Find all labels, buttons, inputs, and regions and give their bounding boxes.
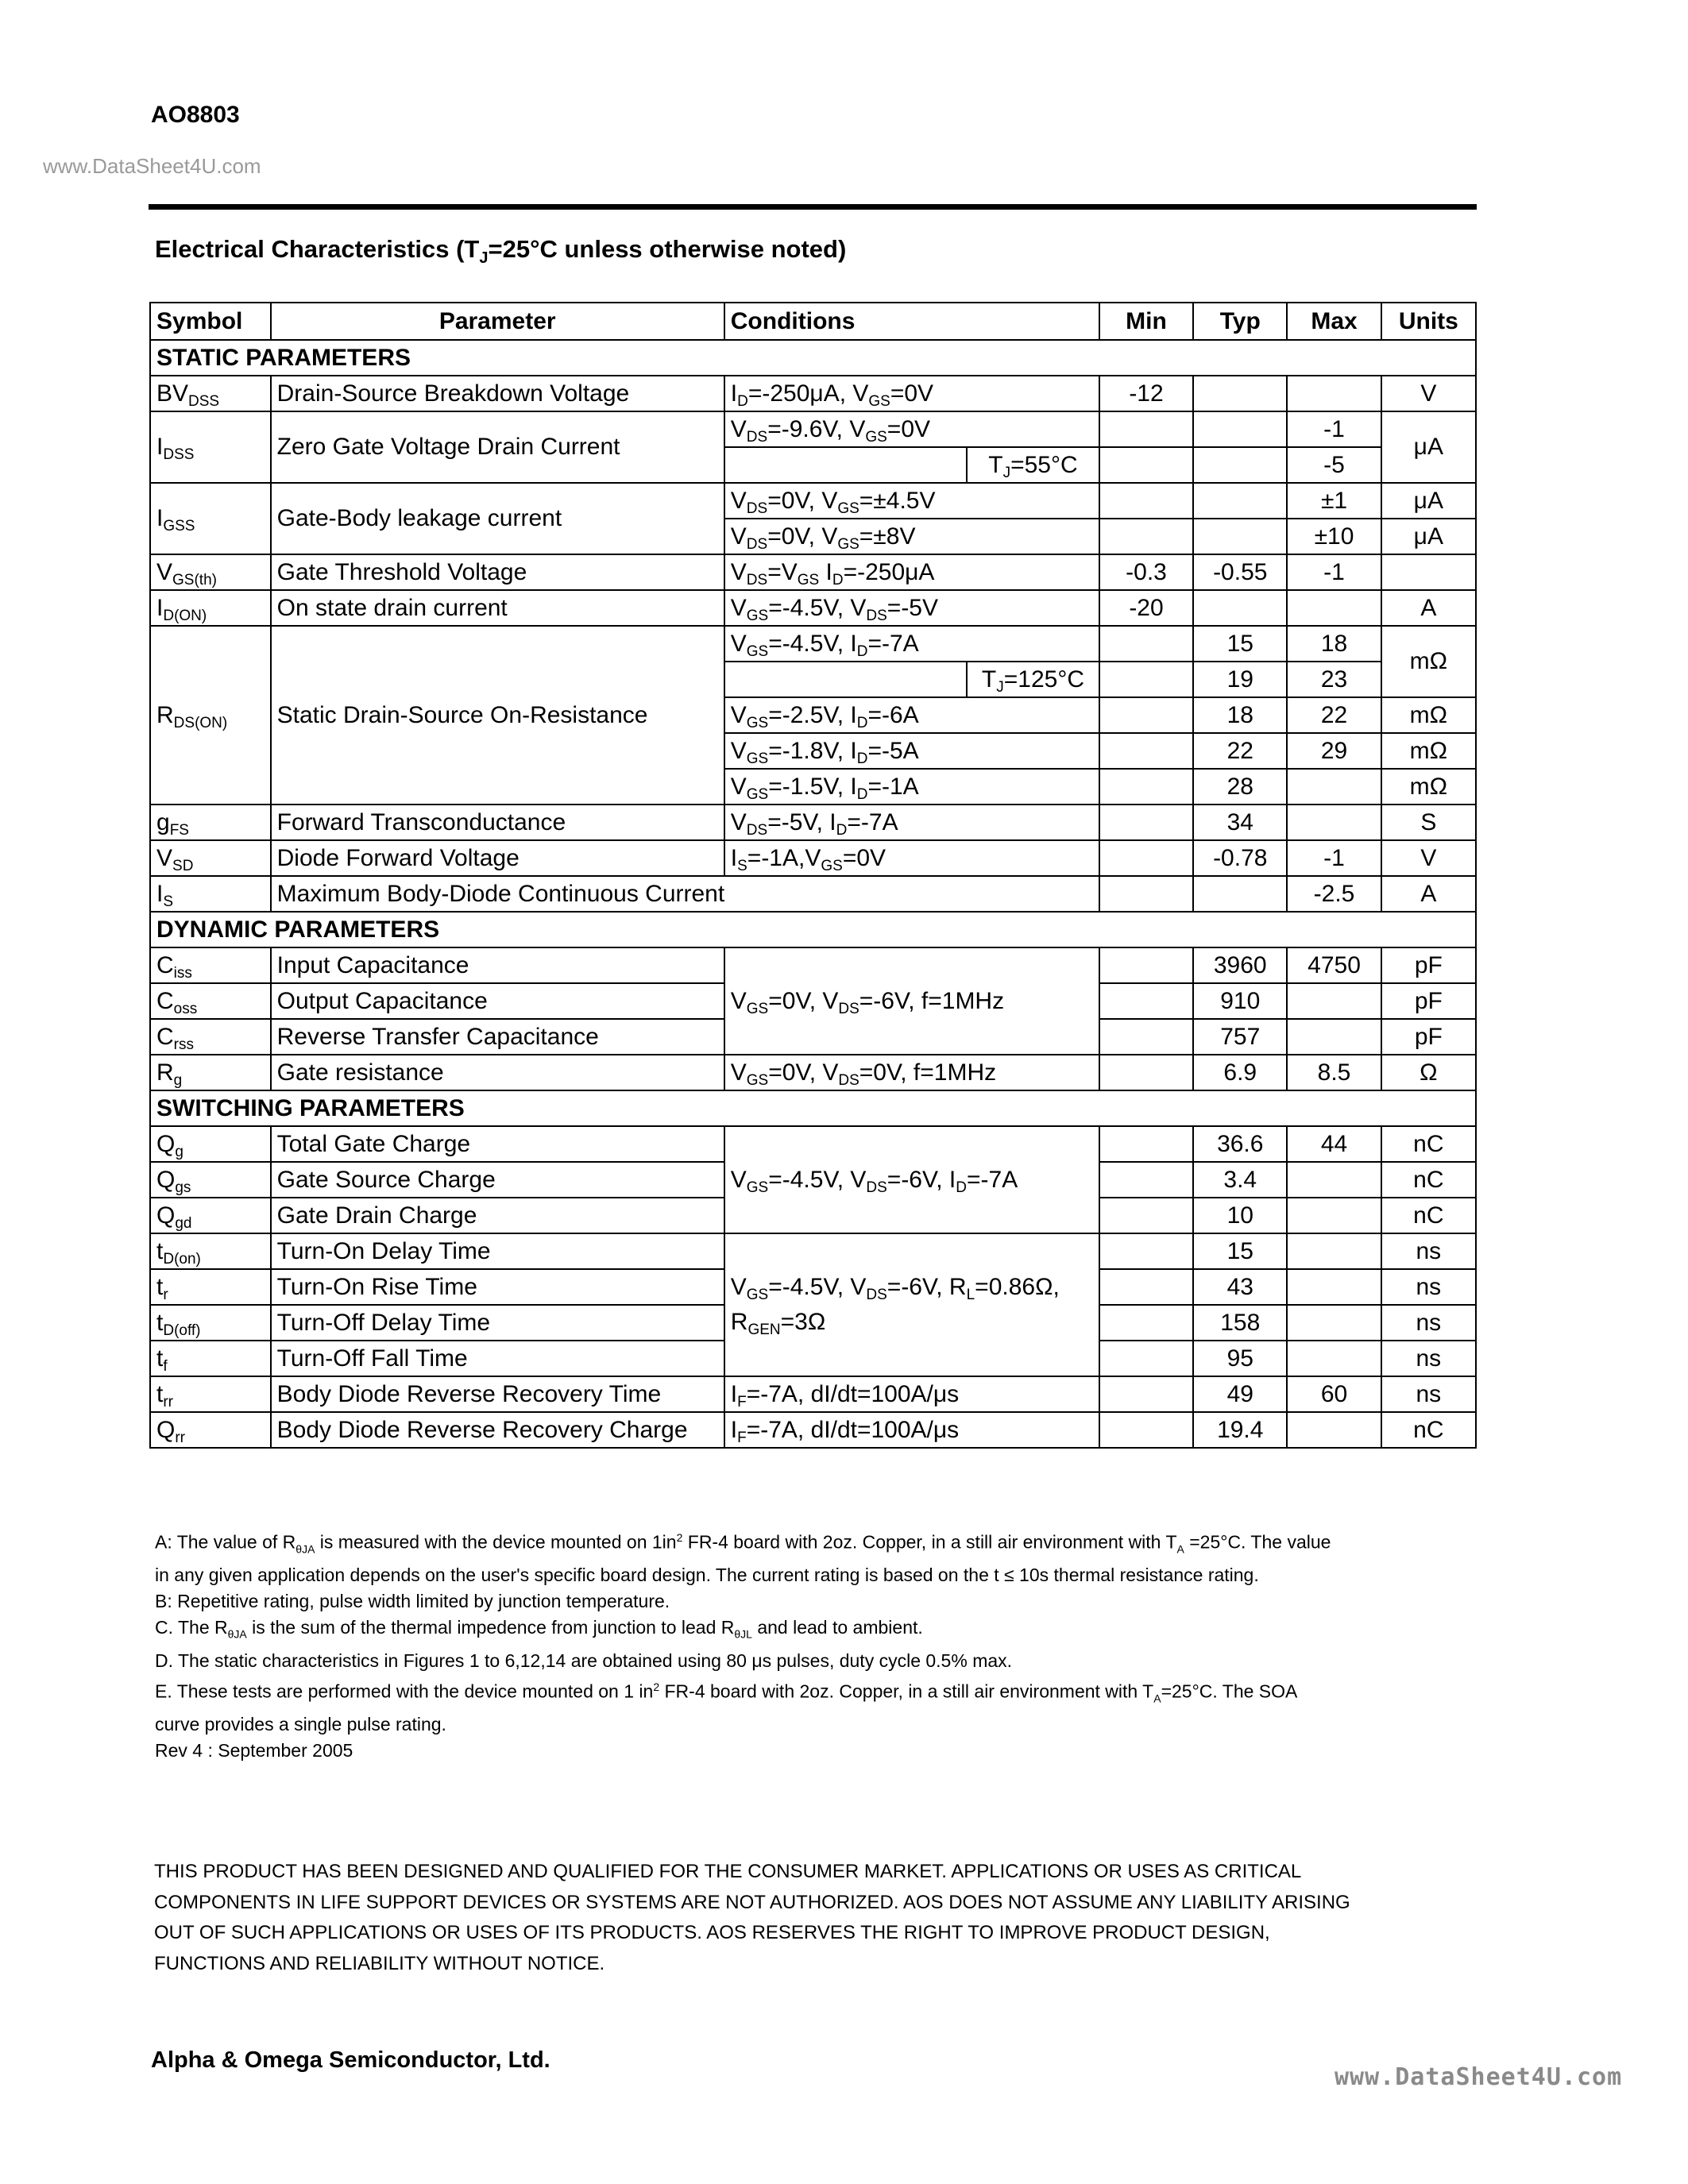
unit-cell: A xyxy=(1381,876,1476,912)
section-title: Electrical Characteristics ($T_J=25^\circ C$ unless otherwise noted) xyxy=(155,235,847,268)
typ-cell: 6.9 xyxy=(1193,1055,1287,1090)
min-cell xyxy=(1099,1376,1193,1412)
typ-cell xyxy=(1193,590,1287,626)
max-cell: -5 xyxy=(1287,447,1381,483)
unit-cell: nC xyxy=(1381,1162,1476,1198)
unit-cell: ns xyxy=(1381,1341,1476,1376)
parameter-cell: Turn-Off Delay Time xyxy=(271,1305,724,1341)
condition-cell: $V_{GS}=-4.5V$, $V_{DS}=-6V$, $I_D=-7A$ xyxy=(724,1126,1099,1233)
unit-cell: mΩ xyxy=(1381,697,1476,733)
max-cell: 23 xyxy=(1287,662,1381,697)
min-cell xyxy=(1099,1198,1193,1233)
unit-cell: mΩ xyxy=(1381,733,1476,769)
unit-cell: nC xyxy=(1381,1412,1476,1448)
max-cell: ±10 xyxy=(1287,519,1381,554)
symbol-cell: $Q_{gd}$ xyxy=(150,1198,271,1233)
unit-cell: ns xyxy=(1381,1376,1476,1412)
symbol-cell: $I_{DSS}$ xyxy=(150,411,271,483)
min-cell xyxy=(1099,1305,1193,1341)
min-cell: -20 xyxy=(1099,590,1193,626)
max-cell: ±1 xyxy=(1287,483,1381,519)
column-header: Conditions xyxy=(724,303,1099,340)
condition-cell xyxy=(724,662,967,697)
unit-cell: ns xyxy=(1381,1305,1476,1341)
note-c: C. The $R_{\theta JA}$ is the sum of the thermal impedence from junction to lead $R_{\theta JL}$ and lead to ambient. xyxy=(155,1617,923,1641)
min-cell xyxy=(1099,983,1193,1019)
revision: Rev 4 : September 2005 xyxy=(155,1740,353,1761)
unit-cell: pF xyxy=(1381,947,1476,983)
condition-cell: $V_{GS}=0V$, $V_{DS}=0V$, f=1MHz xyxy=(724,1055,1099,1090)
condition-cell: $I_S=-1A,V_{GS}=0V$ xyxy=(724,840,1099,876)
parameter-cell: Zero Gate Voltage Drain Current xyxy=(271,411,724,483)
max-cell: -1 xyxy=(1287,411,1381,447)
max-cell: 60 xyxy=(1287,1376,1381,1412)
max-cell xyxy=(1287,1412,1381,1448)
min-cell xyxy=(1099,1019,1193,1055)
table-row xyxy=(150,554,1476,590)
max-cell: -1 xyxy=(1287,840,1381,876)
column-header: Min xyxy=(1099,303,1193,340)
max-cell xyxy=(1287,1233,1381,1269)
min-cell xyxy=(1099,805,1193,840)
unit-cell: nC xyxy=(1381,1198,1476,1233)
typ-cell: 910 xyxy=(1193,983,1287,1019)
group-row xyxy=(150,1090,1476,1126)
min-cell xyxy=(1099,1269,1193,1305)
note-d: D. The static characteristics in Figures 1 to 6,12,14 are obtained using 80 μs pulses, duty cycle 0.5% max. xyxy=(155,1650,1013,1671)
unit-cell: mΩ xyxy=(1381,769,1476,805)
table-row xyxy=(150,376,1476,411)
symbol-cell: $t_r$ xyxy=(150,1269,271,1305)
max-cell xyxy=(1287,983,1381,1019)
symbol-cell: $R_g$ xyxy=(150,1055,271,1090)
parameter-cell: Gate resistance xyxy=(271,1055,724,1090)
column-header: Symbol xyxy=(150,303,271,340)
group-title: STATIC PARAMETERS xyxy=(150,340,1476,376)
unit-cell: μA xyxy=(1381,411,1476,483)
min-cell xyxy=(1099,697,1193,733)
parameter-cell: Output Capacitance xyxy=(271,983,724,1019)
symbol-cell: $BV_{DSS}$ xyxy=(150,376,271,411)
typ-cell: 757 xyxy=(1193,1019,1287,1055)
unit-cell: pF xyxy=(1381,983,1476,1019)
max-cell xyxy=(1287,1198,1381,1233)
min-cell xyxy=(1099,1162,1193,1198)
max-cell: 18 xyxy=(1287,626,1381,662)
typ-cell: 95 xyxy=(1193,1341,1287,1376)
group-row xyxy=(150,340,1476,376)
unit-cell: S xyxy=(1381,805,1476,840)
max-cell xyxy=(1287,805,1381,840)
condition-cell: $V_{GS}=-1.5V$, $I_D=-1A$ xyxy=(724,769,1099,805)
max-cell: 4750 xyxy=(1287,947,1381,983)
symbol-cell: $C_{rss}$ xyxy=(150,1019,271,1055)
note-e-line2: curve provides a single pulse rating. xyxy=(155,1714,446,1735)
table-header-row xyxy=(150,303,1476,340)
max-cell: -1 xyxy=(1287,554,1381,590)
unit-cell xyxy=(1381,554,1476,590)
footnotes xyxy=(155,1525,1505,1764)
table-row xyxy=(150,805,1476,840)
typ-cell: 49 xyxy=(1193,1376,1287,1412)
group-title: DYNAMIC PARAMETERS xyxy=(150,912,1476,947)
footer-watermark-link[interactable]: www.DataSheet4U.com xyxy=(1335,2063,1623,2091)
table-row xyxy=(150,876,1476,912)
electrical-characteristics-table xyxy=(149,302,1477,1449)
max-cell xyxy=(1287,376,1381,411)
max-cell: 22 xyxy=(1287,697,1381,733)
disclaimer xyxy=(154,1857,1505,1979)
table-row xyxy=(150,947,1476,983)
parameter-cell: Gate Threshold Voltage xyxy=(271,554,724,590)
min-cell: -12 xyxy=(1099,376,1193,411)
unit-cell: nC xyxy=(1381,1126,1476,1162)
parameter-cell: Static Drain-Source On-Resistance xyxy=(271,626,724,805)
parameter-cell: Turn-Off Fall Time xyxy=(271,1341,724,1376)
typ-cell: 3960 xyxy=(1193,947,1287,983)
typ-cell xyxy=(1193,519,1287,554)
symbol-cell: $g_{FS}$ xyxy=(150,805,271,840)
column-header: Units xyxy=(1381,303,1476,340)
note-e: E. These tests are performed with the device mounted on 1 $in^2$ FR-4 board with 2oz. Copper, in a still air environment with $T_A=25^\circ C$. The SOA xyxy=(155,1680,1298,1705)
max-cell xyxy=(1287,590,1381,626)
unit-cell: ns xyxy=(1381,1233,1476,1269)
column-header: Typ xyxy=(1193,303,1287,340)
min-cell xyxy=(1099,1055,1193,1090)
typ-cell xyxy=(1193,376,1287,411)
typ-cell: -0.78 xyxy=(1193,840,1287,876)
max-cell xyxy=(1287,769,1381,805)
condition-cell: $I_D=-250\mu A$, $V_{GS}=0V$ xyxy=(724,376,1099,411)
unit-cell: V xyxy=(1381,376,1476,411)
typ-cell xyxy=(1193,411,1287,447)
condition-temp-cell: $T_J=125^\circ C$ xyxy=(967,662,1099,697)
parameter-cell: Input Capacitance xyxy=(271,947,724,983)
symbol-cell: $Q_g$ xyxy=(150,1126,271,1162)
condition-cell: $V_{DS}=-9.6V$, $V_{GS}=0V$ xyxy=(724,411,1099,447)
table-row xyxy=(150,411,1476,447)
min-cell xyxy=(1099,662,1193,697)
min-cell xyxy=(1099,1412,1193,1448)
condition-cell xyxy=(724,447,967,483)
typ-cell: 19.4 xyxy=(1193,1412,1287,1448)
parameter-cell: Maximum Body-Diode Continuous Current xyxy=(271,876,1099,912)
symbol-cell: $t_f$ xyxy=(150,1341,271,1376)
symbol-cell: $I_{D(ON)}$ xyxy=(150,590,271,626)
watermark-link[interactable]: www.DataSheet4U.com xyxy=(43,154,261,178)
parameter-cell: On state drain current xyxy=(271,590,724,626)
min-cell: -0.3 xyxy=(1099,554,1193,590)
table-row xyxy=(150,1055,1476,1090)
part-number: AO8803 xyxy=(151,102,240,128)
max-cell xyxy=(1287,1269,1381,1305)
parameter-cell: Turn-On Rise Time xyxy=(271,1269,724,1305)
unit-cell: pF xyxy=(1381,1019,1476,1055)
min-cell xyxy=(1099,626,1193,662)
min-cell xyxy=(1099,483,1193,519)
column-header: Parameter xyxy=(271,303,724,340)
parameter-cell: Body Diode Reverse Recovery Time xyxy=(271,1376,724,1412)
table-row xyxy=(150,483,1476,519)
symbol-cell: $V_{GS(th)}$ xyxy=(150,554,271,590)
typ-cell: 18 xyxy=(1193,697,1287,733)
min-cell xyxy=(1099,411,1193,447)
condition-cell: $V_{GS}=-2.5V$, $I_D=-6A$ xyxy=(724,697,1099,733)
symbol-cell: $t_{D(off)}$ xyxy=(150,1305,271,1341)
parameter-cell: Gate Drain Charge xyxy=(271,1198,724,1233)
disclaimer-line: THIS PRODUCT HAS BEEN DESIGNED AND QUALIFIED FOR THE CONSUMER MARKET. APPLICATIONS OR USES AS CRITICAL xyxy=(154,1861,1302,1882)
typ-cell: 34 xyxy=(1193,805,1287,840)
condition-cell: $V_{GS}=0V$, $V_{DS}=-6V$, f=1MHz xyxy=(724,947,1099,1055)
symbol-cell: $t_{rr}$ xyxy=(150,1376,271,1412)
group-title: SWITCHING PARAMETERS xyxy=(150,1090,1476,1126)
parameter-cell: Drain-Source Breakdown Voltage xyxy=(271,376,724,411)
unit-cell: A xyxy=(1381,590,1476,626)
note-b: B: Repetitive rating, pulse width limited by junction temperature. xyxy=(155,1591,670,1612)
max-cell: 8.5 xyxy=(1287,1055,1381,1090)
condition-cell: $V_{DS}=0V$, $V_{GS}=\pm 4.5V$ xyxy=(724,483,1099,519)
typ-cell xyxy=(1193,483,1287,519)
unit-cell: V xyxy=(1381,840,1476,876)
typ-cell xyxy=(1193,447,1287,483)
typ-cell: 158 xyxy=(1193,1305,1287,1341)
min-cell xyxy=(1099,447,1193,483)
header-rule xyxy=(149,204,1477,210)
unit-cell: Ω xyxy=(1381,1055,1476,1090)
symbol-cell: $t_{D(on)}$ xyxy=(150,1233,271,1269)
typ-cell: 10 xyxy=(1193,1198,1287,1233)
note-a-line2: in any given application depends on the user's specific board design. The current rating is based on the t ≤ 10s thermal resistance rating. xyxy=(155,1565,1259,1586)
min-cell xyxy=(1099,519,1193,554)
condition-cell: $V_{DS}=-5V$, $I_D=-7A$ xyxy=(724,805,1099,840)
max-cell xyxy=(1287,1019,1381,1055)
typ-cell: 43 xyxy=(1193,1269,1287,1305)
min-cell xyxy=(1099,1233,1193,1269)
table-row xyxy=(150,1412,1476,1448)
symbol-cell: $Q_{rr}$ xyxy=(150,1412,271,1448)
symbol-cell: $C_{iss}$ xyxy=(150,947,271,983)
condition-temp-cell: $T_J=55^\circ C$ xyxy=(967,447,1099,483)
symbol-cell: $I_{GSS}$ xyxy=(150,483,271,554)
disclaimer-line: COMPONENTS IN LIFE SUPPORT DEVICES OR SYSTEMS ARE NOT AUTHORIZED. AOS DOES NOT ASSUME ANY LIABILITY ARISING xyxy=(154,1891,1350,1913)
parameter-cell: Diode Forward Voltage xyxy=(271,840,724,876)
condition-cell: $V_{GS}=-4.5V$, $I_D=-7A$ xyxy=(724,626,1099,662)
min-cell xyxy=(1099,840,1193,876)
symbol-cell: $R_{DS(ON)}$ xyxy=(150,626,271,805)
disclaimer-line: OUT OF SUCH APPLICATIONS OR USES OF ITS PRODUCTS. AOS RESERVES THE RIGHT TO IMPROVE PRODUCT DESIGN, xyxy=(154,1922,1270,1943)
parameter-cell: Turn-On Delay Time xyxy=(271,1233,724,1269)
typ-cell: -0.55 xyxy=(1193,554,1287,590)
symbol-cell: $Q_{gs}$ xyxy=(150,1162,271,1198)
condition-cell: $V_{DS}=V_{GS}$ $I_D=-250\mu A$ xyxy=(724,554,1099,590)
condition-cell: $V_{GS}=-4.5V$, $V_{DS}=-6V$, $R_L=0.86\Omega$, $R_{GEN}=3\Omega$ xyxy=(724,1233,1099,1376)
note-a: A: The value of $R_{\theta JA}$ is measured with the device mounted on $1in^2$ FR-4 board with 2oz. Copper, in a still air environment with $T_A =25^\circ C$. The value xyxy=(155,1531,1331,1556)
table-row xyxy=(150,590,1476,626)
condition-cell: $I_F=-7A$, dI/dt=100A/μs xyxy=(724,1376,1099,1412)
unit-cell: μA xyxy=(1381,483,1476,519)
min-cell xyxy=(1099,876,1193,912)
disclaimer-line: FUNCTIONS AND RELIABILITY WITHOUT NOTICE. xyxy=(154,1952,605,1974)
condition-cell: $I_F=-7A$, dI/dt=100A/μs xyxy=(724,1412,1099,1448)
typ-cell: 15 xyxy=(1193,1233,1287,1269)
typ-cell: 22 xyxy=(1193,733,1287,769)
typ-cell: 28 xyxy=(1193,769,1287,805)
company-name: Alpha & Omega Semiconductor, Ltd. xyxy=(151,2047,550,2073)
max-cell: 44 xyxy=(1287,1126,1381,1162)
typ-cell: 19 xyxy=(1193,662,1287,697)
table-row xyxy=(150,1126,1476,1162)
parameter-cell: Gate Source Charge xyxy=(271,1162,724,1198)
min-cell xyxy=(1099,1126,1193,1162)
table-row xyxy=(150,1233,1476,1269)
min-cell xyxy=(1099,733,1193,769)
parameter-cell: Reverse Transfer Capacitance xyxy=(271,1019,724,1055)
unit-cell: ns xyxy=(1381,1269,1476,1305)
typ-cell xyxy=(1193,876,1287,912)
table-row xyxy=(150,840,1476,876)
unit-cell: μA xyxy=(1381,519,1476,554)
table-row xyxy=(150,1376,1476,1412)
parameter-cell: Total Gate Charge xyxy=(271,1126,724,1162)
condition-cell: $V_{GS}=-4.5V$, $V_{DS}=-5V$ xyxy=(724,590,1099,626)
table-row xyxy=(150,626,1476,662)
condition-cell: $V_{DS}=0V$, $V_{GS}=\pm 8V$ xyxy=(724,519,1099,554)
min-cell xyxy=(1099,769,1193,805)
max-cell: -2.5 xyxy=(1287,876,1381,912)
parameter-cell: Body Diode Reverse Recovery Charge xyxy=(271,1412,724,1448)
column-header: Max xyxy=(1287,303,1381,340)
parameter-cell: Forward Transconductance xyxy=(271,805,724,840)
max-cell xyxy=(1287,1305,1381,1341)
symbol-cell: $V_{SD}$ xyxy=(150,840,271,876)
symbol-cell: $I_S$ xyxy=(150,876,271,912)
group-row xyxy=(150,912,1476,947)
typ-cell: 3.4 xyxy=(1193,1162,1287,1198)
typ-cell: 15 xyxy=(1193,626,1287,662)
unit-cell: mΩ xyxy=(1381,626,1476,697)
condition-cell: $V_{GS}=-1.8V$, $I_D=-5A$ xyxy=(724,733,1099,769)
max-cell: 29 xyxy=(1287,733,1381,769)
min-cell xyxy=(1099,1341,1193,1376)
min-cell xyxy=(1099,947,1193,983)
symbol-cell: $C_{oss}$ xyxy=(150,983,271,1019)
max-cell xyxy=(1287,1162,1381,1198)
max-cell xyxy=(1287,1341,1381,1376)
typ-cell: 36.6 xyxy=(1193,1126,1287,1162)
parameter-cell: Gate-Body leakage current xyxy=(271,483,724,554)
